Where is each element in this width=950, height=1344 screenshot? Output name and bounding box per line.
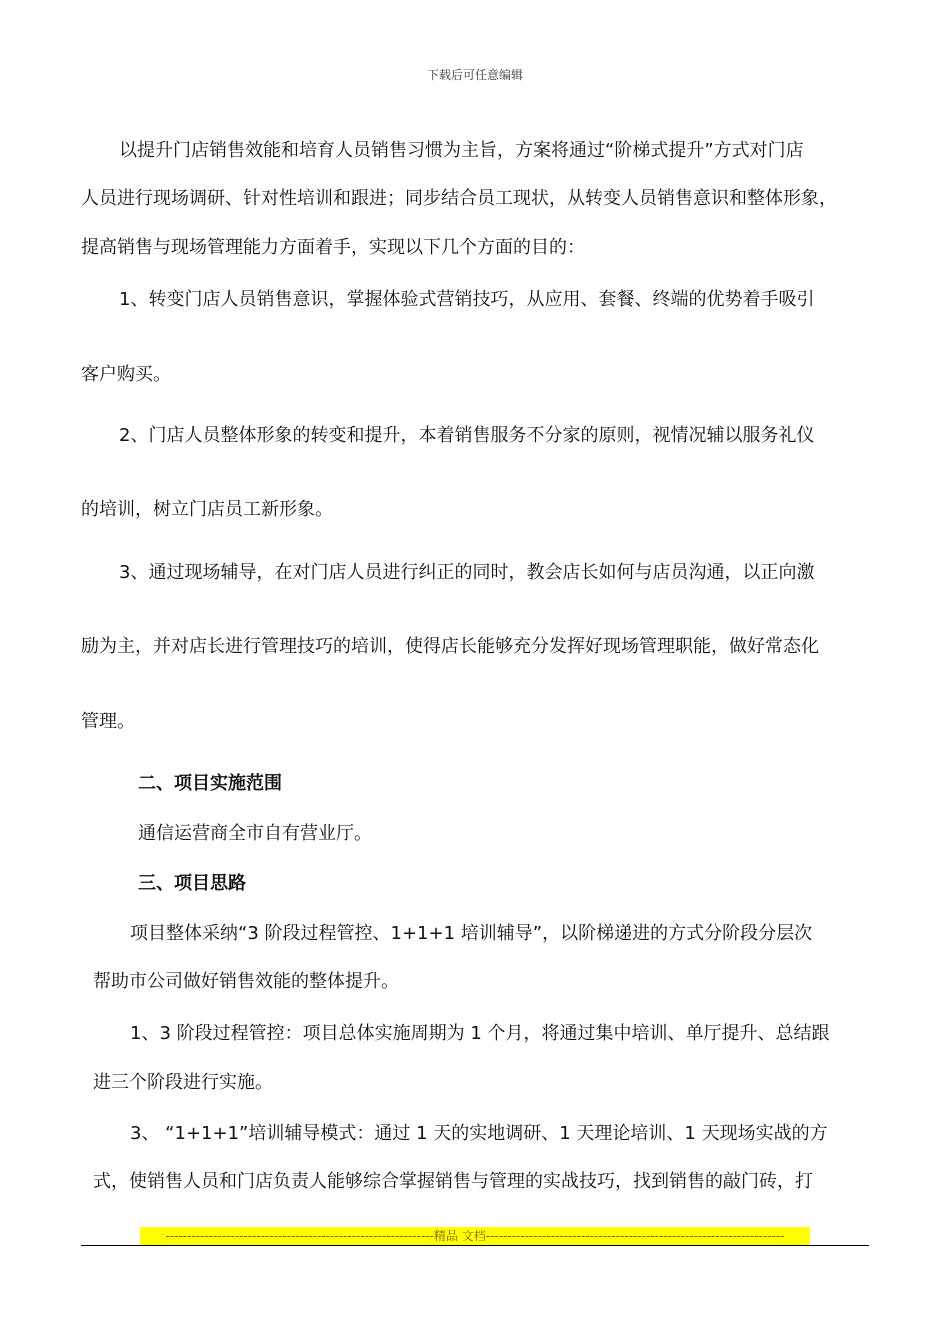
goal-1-line-2: 客户购买。 <box>81 364 171 385</box>
section-2-text: 通信运营商全市自有营业厅。 <box>138 823 372 844</box>
section-3-heading: 三、项目思路 <box>138 873 246 894</box>
goal-2-line-1: 2、门店人员整体形象的转变和提升，本着销售服务不分家的原则，视情况辅以服务礼仪 <box>119 425 815 446</box>
point-1-line-1: 1、3 阶段过程管控：项目总体实施周期为 1 个月，将通过集中培训、单厅提升、总结跟 <box>130 1023 830 1044</box>
goal-2-line-2: 的培训，树立门店员工新形象。 <box>81 499 333 520</box>
point-3-line-1: 3、 “1+1+1”培训辅导模式：通过 1 天的实地调研、1 天理论培训、1 天现场实战的方 <box>130 1123 828 1144</box>
point-3-line-2: 式，使销售人员和门店负责人能够综合掌握销售与管理的实战技巧，找到销售的敲门砖，打 <box>93 1171 813 1192</box>
intro-line-3: 提高销售与现场管理能力方面着手，实现以下几个方面的目的： <box>81 237 585 258</box>
goal-3-line-1: 3、通过现场辅导，在对门店人员进行纠正的同时，教会店长如何与店员沟通，以正向激 <box>119 562 815 583</box>
goal-3-line-2: 励为主，并对店长进行管理技巧的培训，使得店长能够充分发挥好现场管理职能，做好常态化 <box>81 636 819 657</box>
goal-1-line-1: 1、转变门店人员销售意识，掌握体验式营销技巧，从应用、套餐、终端的优势着手吸引 <box>119 289 815 310</box>
footer-rule <box>81 1245 869 1246</box>
footer-watermark-band: --------------------------------------------------------------精品 文档--------------------------------------------------------------------- <box>140 1227 810 1245</box>
page-header: 下载后可任意编辑 <box>426 68 523 82</box>
point-1-line-2: 进三个阶段进行实施。 <box>93 1072 273 1093</box>
intro-line-1: 以提升门店销售效能和培育人员销售习惯为主旨，方案将通过“阶梯式提升”方式对门店 <box>119 140 804 161</box>
section-3-intro-line-2: 帮助市公司做好销售效能的整体提升。 <box>93 971 399 992</box>
intro-line-2: 人员进行现场调研、针对性培训和跟进；同步结合员工现状，从转变人员销售意识和整体形象， <box>81 188 837 209</box>
goal-3-line-3: 管理。 <box>81 711 135 732</box>
section-3-intro-line-1: 项目整体采纳“3 阶段过程管控、1+1+1 培训辅导”，以阶梯递进的方式分阶段分层次 <box>130 923 813 944</box>
section-2-heading: 二、项目实施范围 <box>138 773 282 794</box>
